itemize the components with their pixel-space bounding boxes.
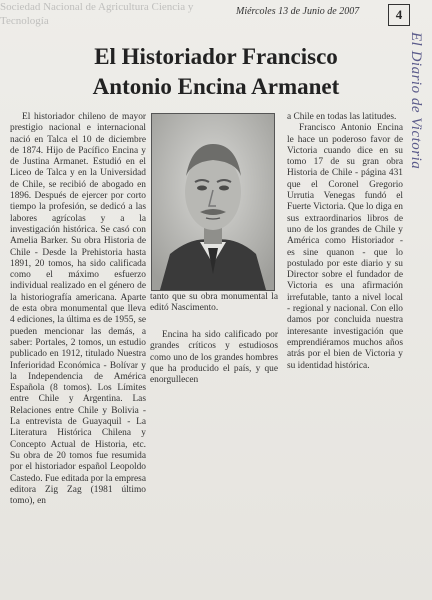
publication-date: Miércoles 13 de Junio de 2007	[236, 6, 360, 17]
bleed-through-text: Sociedad Nacional de Agricultura Ciencia y Tecnología	[0, 1, 194, 27]
headline-line-1: El Historiador Francisco	[94, 44, 338, 69]
column-3-paragraph: Francisco Antonio Encina le hace un poderoso favor de Victoria cuando dice en su tomo 17 de su gran obra Historia de Chile - página 431 que el Coronel Gregorio Urrutia Venegas fundó el Fuerte Victoria. Que lo diga en sus extraordinarios libros de uno de los grandes de Chile y América como Historiador - es sine quanon - que lo postulado por este diario y su Director sobre el fundador de Victoria es una afirmación irrefutable, tanto a nivel local - regional y nacional. Con ello damos por concluida nuestra interesante investigación que emprendiéramos muchos años atrás por el bien de Victoria y su identidad histórica.	[287, 123, 403, 371]
newspaper-masthead: El Diario de Victoria	[408, 32, 424, 170]
article-column-1	[10, 112, 146, 600]
article-column-2-top	[150, 292, 278, 315]
column-2-paragraph: Encina ha sido calificado por grandes críticos y estudiosos como uno de los grandes hombres que ha producido el país, y que enorgullecen	[150, 330, 278, 386]
article-headline	[36, 42, 396, 102]
column-3-lead: a Chile en todas las latitudes.	[287, 112, 397, 122]
headline-line-2: Antonio Encina Armanet	[92, 74, 340, 99]
portrait-photo	[151, 113, 275, 291]
page-number: 4	[388, 4, 410, 26]
portrait-image	[152, 114, 274, 290]
column-1-paragraph: El historiador chileno de mayor prestigio nacional e internacional nació en Talca el 10 de diciembre de 1874. Hijo de Pacífico Encina y de Justina Armanet. Estudió en el Liceo de Talca y en la Universidad de Chile, se recibió de abogado en 1896. Después de ejercer por corto tiempo la profesión, se dedicó a las labores agrícolas y a la investigación histórica. Se casó con Amelia Barker. Su obra Historia de Chile - Desde la Prehistoria hasta 1891, 20 tomos, ha sido calificada como el máximo esfuerzo individual realizado en el género de la historiografía americana. Aparte de esta obra monumental que lleva 4 ediciones, la última es de 1955, se pueden mencionar las demás, a saber: Portales, 2 tomos, un estudio publicado en 1912, titulado Nuestra Inferioridad Económica - Bolívar y la Independencia de América Española (8 tomos). Los Límites entre Chile y Argentina. Las Relaciones entre Chile y Bolivia - La entrevista de Guayaquil - La Literatura Histórica Chilena y Concepto Actual de Historia, etc. Su obra de 20 tomos fue resumida por el historiador español Leopoldo Castedo. Fue editada por la empresa editora Zig Zag (1981 último tomo), en	[10, 112, 146, 507]
column-2-caption: tanto que su obra monumental la editó Nascimento.	[150, 292, 278, 314]
article-column-3	[287, 112, 403, 412]
article-column-2	[150, 330, 278, 386]
